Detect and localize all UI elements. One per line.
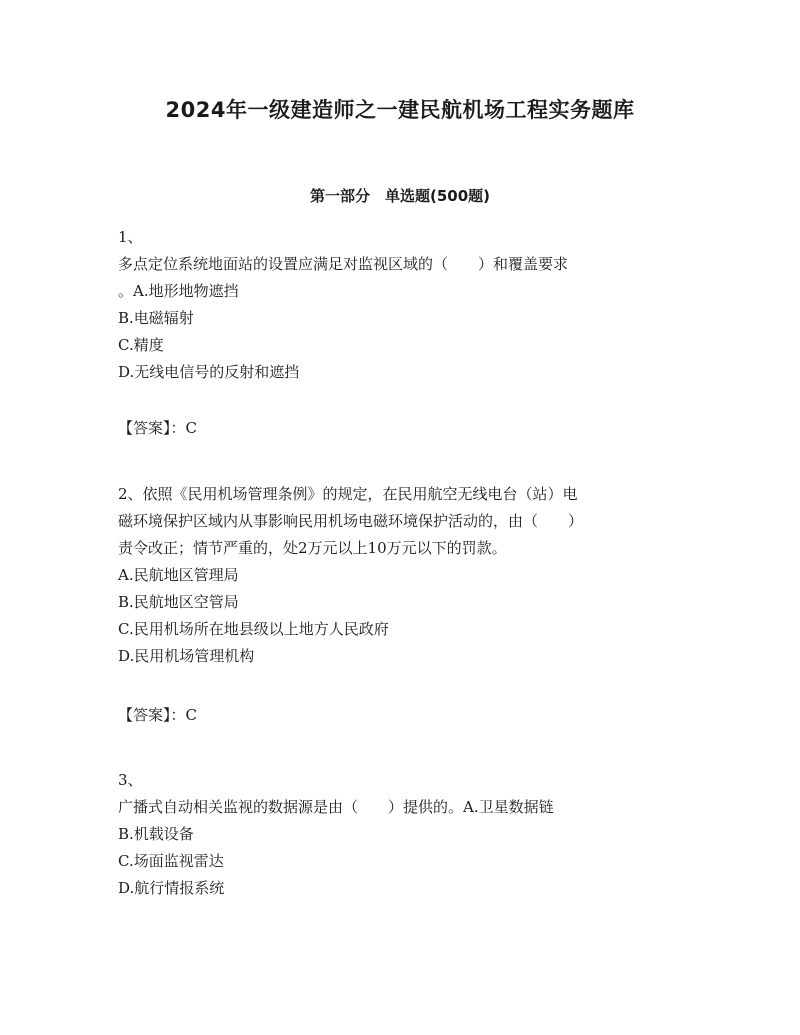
question-1	[118, 224, 693, 386]
question-number: 3、	[118, 771, 143, 789]
answer-2: 【答案】：C	[118, 706, 197, 724]
question-stem-line: 。A.地形地物遮挡	[118, 282, 239, 300]
option-b: B.机载设备	[118, 825, 194, 843]
option-c: C.场面监视雷达	[118, 852, 224, 870]
option-d: D.无线电信号的反射和遮挡	[118, 363, 300, 381]
question-stem-line: 磁环境保护区域内从事影响民用机场电磁环境保护活动的，由（ ）	[118, 512, 584, 530]
question-stem-line: 广播式自动相关监视的数据源是由（ ）提供的。A.卫星数据链	[118, 798, 554, 816]
option-d: D.民用机场管理机构	[118, 647, 255, 665]
option-d: D.航行情报系统	[118, 879, 225, 897]
option-c: C.民用机场所在地县级以上地方人民政府	[118, 620, 389, 638]
answer-1: 【答案】：C	[118, 419, 197, 437]
option-b: B.电磁辐射	[118, 309, 194, 327]
question-3	[118, 767, 693, 902]
question-stem-line: 2、依照《民用机场管理条例》的规定，在民用航空无线电台（站）电	[118, 485, 578, 503]
section-heading: 第一部分 单选题(500题)	[309, 187, 491, 205]
question-stem-line: 责令改正；情节严重的，处2万元以上10万元以下的罚款。	[118, 539, 507, 557]
option-b: B.民航地区空管局	[118, 593, 239, 611]
question-stem-line: 多点定位系统地面站的设置应满足对监视区域的（ ）和覆盖要求	[118, 255, 569, 273]
question-2	[118, 481, 693, 670]
page-title: 2024年一级建造师之一建民航机场工程实务题库	[165, 98, 635, 122]
option-a: A.民航地区管理局	[118, 566, 239, 584]
question-number: 1、	[118, 228, 143, 246]
option-c: C.精度	[118, 336, 164, 354]
